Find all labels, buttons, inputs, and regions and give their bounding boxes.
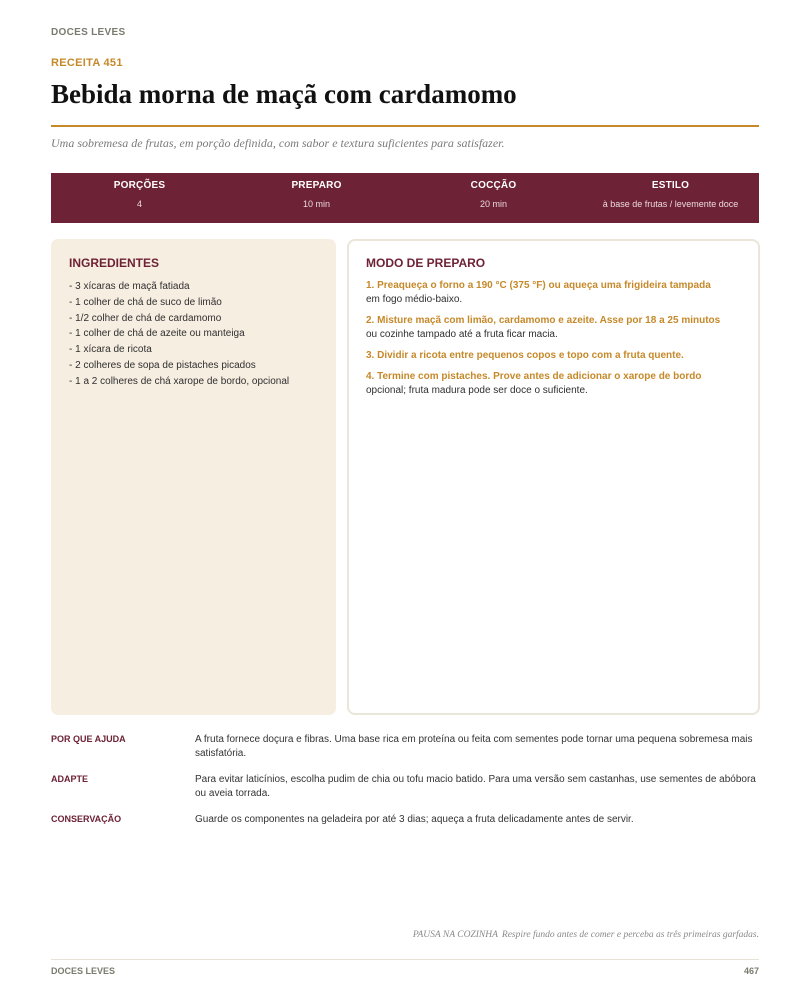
ingredient-item: - 1/2 colher de chá de cardamomo bbox=[69, 312, 222, 324]
step-lead: 3. Dividir a ricota entre pequenos copos e topo com a fruta quente. bbox=[366, 350, 684, 361]
note-label: ADAPTE bbox=[51, 774, 89, 784]
ingredient-item: - 1 colher de chá de suco de limão bbox=[69, 296, 222, 308]
note-text: Para evitar laticínios, escolha pudim de chia ou tofu macio batido. Para uma versão sem castanhas, use sementes de abóbora ou aveia torrada. bbox=[195, 774, 756, 799]
stat-value: 20 min bbox=[479, 199, 507, 209]
stat-servings bbox=[51, 173, 228, 223]
footer-section-name: DOCES LEVES bbox=[51, 966, 116, 976]
note-storage bbox=[51, 813, 759, 827]
tip-label: PAUSA NA COZINHA bbox=[412, 930, 498, 940]
recipe-number: RECEITA 451 bbox=[51, 57, 123, 69]
stat-value: 4 bbox=[136, 199, 142, 209]
step-rest: opcional; fruta madura pode ser doce o suficiente. bbox=[366, 385, 588, 396]
stat-value: 10 min bbox=[302, 199, 330, 209]
stat-label: COCÇÃO bbox=[470, 180, 517, 191]
ingredient-list bbox=[69, 279, 318, 390]
stat-label: ESTILO bbox=[651, 180, 690, 191]
page-number: 467 bbox=[743, 966, 759, 976]
stat-label: PORÇÕES bbox=[113, 180, 166, 191]
recipe-stats-bar bbox=[51, 173, 759, 223]
step-lead: 4. Termine com pistaches. Prove antes de adicionar o xarope de bordo bbox=[366, 371, 702, 382]
tip-text: Respire fundo antes de comer e perceba as três primeiras garfadas. bbox=[501, 930, 759, 940]
step-rest: em fogo médio-baixo. bbox=[366, 294, 463, 305]
ingredient-item: - 1 a 2 colheres de chá xarope de bordo, opcional bbox=[69, 375, 290, 387]
stat-label: PREPARO bbox=[291, 180, 342, 191]
ingredients-heading: INGREDIENTES bbox=[69, 256, 160, 270]
method-panel bbox=[347, 239, 760, 715]
running-head: DOCES LEVES bbox=[51, 27, 126, 38]
ingredients-panel bbox=[51, 239, 336, 715]
recipe-notes bbox=[51, 733, 759, 840]
note-adapt bbox=[51, 773, 759, 800]
recipe-subtitle: Uma sobremesa de frutas, em porção definida, com sabor e textura suficientes para satisfazer. bbox=[51, 136, 505, 150]
note-label: CONSERVAÇÃO bbox=[51, 814, 122, 824]
title-divider bbox=[51, 125, 759, 127]
step-rest: ou cozinhe tampado até a fruta ficar macia. bbox=[366, 329, 558, 340]
step-lead: 2. Misture maçã com limão, cardamomo e azeite. Asse por 18 a 25 minutos bbox=[366, 315, 721, 326]
method-heading: MODO DE PREPARO bbox=[366, 256, 486, 270]
footer-divider bbox=[51, 959, 759, 960]
kitchen-pause-tip bbox=[413, 930, 759, 940]
method-step bbox=[366, 314, 741, 342]
stat-cook-time bbox=[405, 173, 582, 223]
stat-prep-time bbox=[228, 173, 405, 223]
ingredient-item: - 3 xícaras de maçã fatiada bbox=[69, 281, 190, 292]
ingredient-item: - 2 colheres de sopa de pistaches picados bbox=[69, 359, 256, 371]
method-step bbox=[366, 279, 741, 307]
note-why-it-helps bbox=[51, 733, 759, 760]
stat-value: à base de frutas / levemente doce bbox=[602, 199, 739, 209]
note-text: A fruta fornece doçura e fibras. Uma base rica em proteína ou feita com sementes pode tornar uma pequena sobremesa mais satisfatória. bbox=[195, 734, 753, 759]
ingredient-item: - 1 xícara de ricota bbox=[69, 344, 152, 356]
step-lead: 1. Preaqueça o forno a 190 °C (375 °F) ou aqueça uma frigideira tampada bbox=[366, 280, 711, 291]
method-step bbox=[366, 349, 741, 363]
note-text: Guarde os componentes na geladeira por até 3 dias; aqueça a fruta delicadamente antes de servir. bbox=[195, 814, 634, 825]
stat-style bbox=[582, 173, 759, 223]
ingredient-item: - 1 colher de chá de azeite ou manteiga bbox=[69, 328, 245, 340]
note-label: POR QUE AJUDA bbox=[51, 734, 126, 744]
recipe-title: Bebida morna de maçã com cardamomo bbox=[51, 79, 517, 109]
method-step bbox=[366, 370, 741, 398]
